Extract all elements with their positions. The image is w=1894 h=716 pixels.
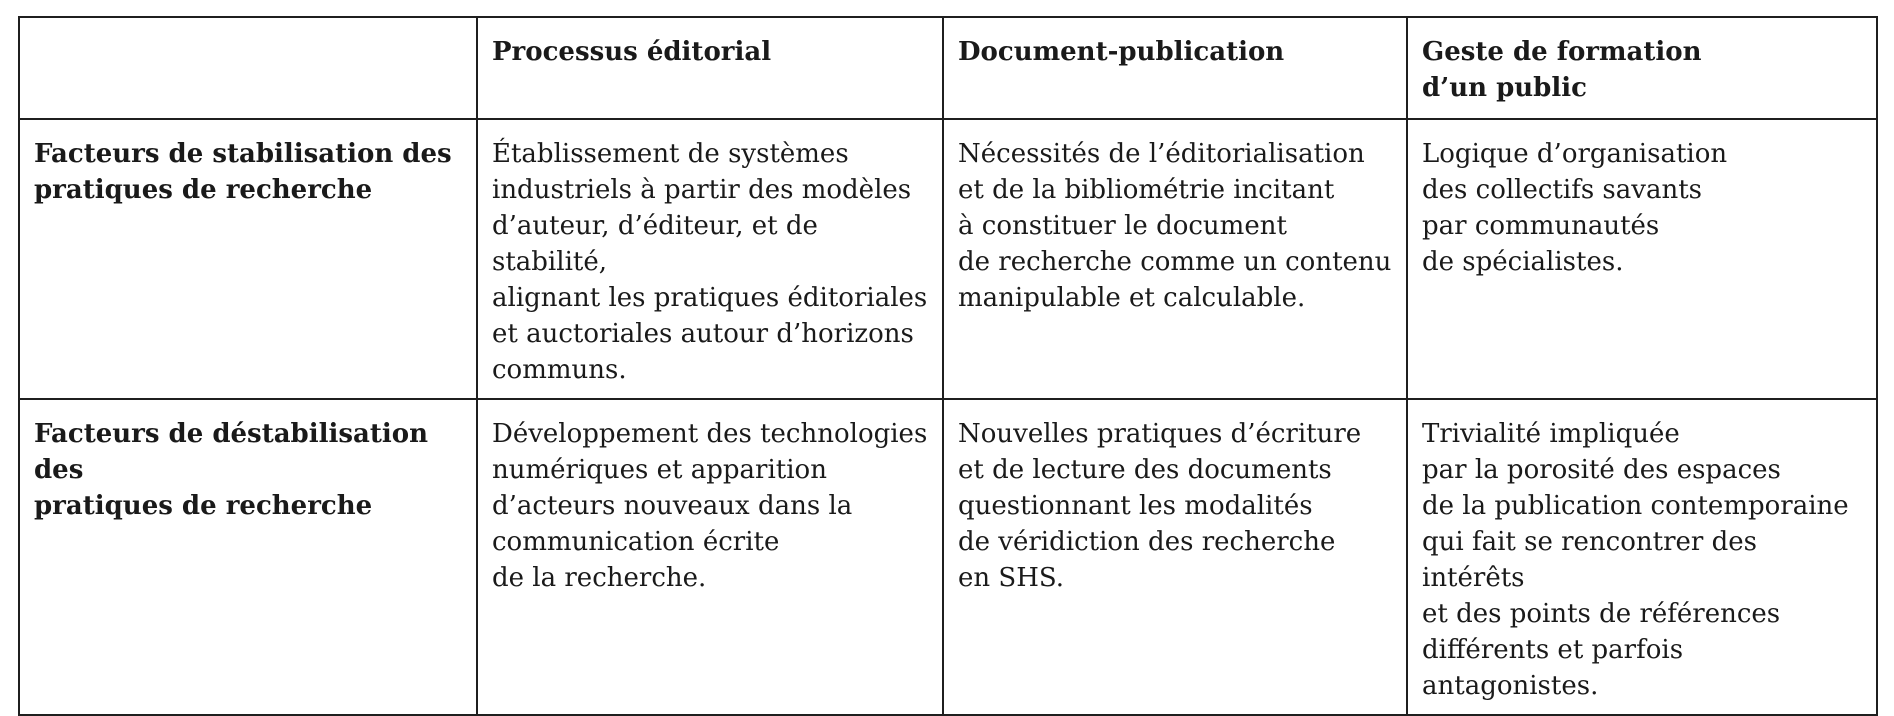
header-processus-editorial: Processus éditorial bbox=[477, 17, 943, 119]
cell-destabilisation-document: Nouvelles pratiques d’écriture et de lecture des documents questionnant les modalités de véridiction des recherche en SHS. bbox=[943, 399, 1407, 715]
table-container bbox=[18, 16, 1876, 701]
table-header-row bbox=[19, 17, 1877, 119]
cell-stabilisation-processus: Établissement de systèmes industriels à partir des modèles d’auteur, d’éditeur, et de stabilité, alignant les pratiques éditoriales et auctoriales autour d’horizons communs. bbox=[477, 119, 943, 399]
table-row-destabilisation bbox=[19, 399, 1877, 715]
table-row-stabilisation bbox=[19, 119, 1877, 399]
cell-stabilisation-geste: Logique d’organisation des collectifs savants par communautés de spécialistes. bbox=[1407, 119, 1877, 399]
header-corner-cell bbox=[19, 17, 477, 119]
cell-destabilisation-processus: Développement des technologies numériques et apparition d’acteurs nouveaux dans la communication écrite de la recherche. bbox=[477, 399, 943, 715]
row-label-destabilisation: Facteurs de déstabilisation des pratiques de recherche bbox=[19, 399, 477, 715]
row-label-stabilisation: Facteurs de stabilisation des pratiques de recherche bbox=[19, 119, 477, 399]
cell-destabilisation-geste: Trivialité impliquée par la porosité des espaces de la publication contemporaine qui fait se rencontrer des intérêts et des points de références différents et parfois antagonistes. bbox=[1407, 399, 1877, 715]
cell-stabilisation-document: Nécessités de l’éditorialisation et de la bibliométrie incitant à constituer le document de recherche comme un contenu manipulable et calculable. bbox=[943, 119, 1407, 399]
header-geste-formation-public: Geste de formation d’un public bbox=[1407, 17, 1877, 119]
header-document-publication: Document-publication bbox=[943, 17, 1407, 119]
comparison-table bbox=[18, 16, 1878, 716]
